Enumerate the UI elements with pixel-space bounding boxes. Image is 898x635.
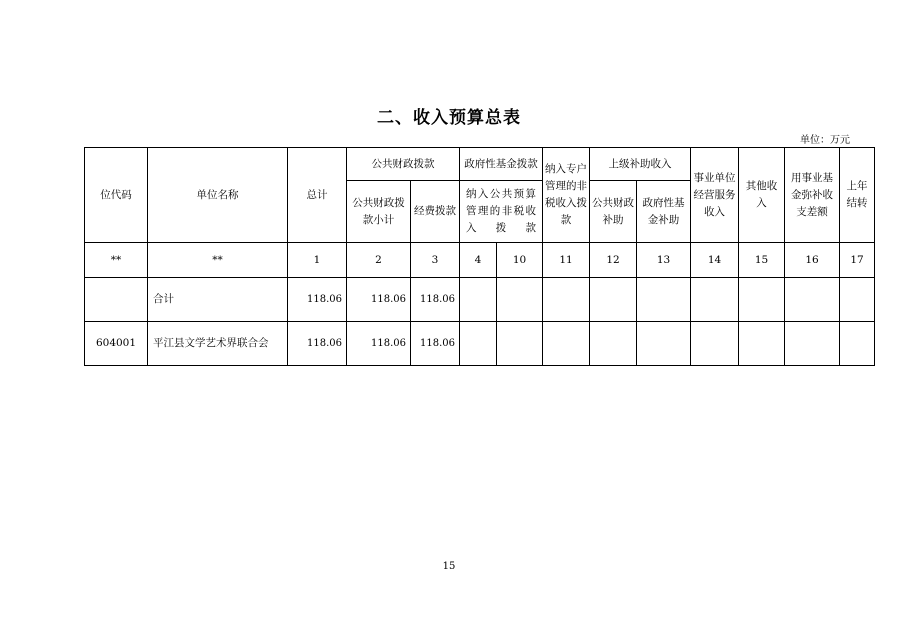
cell-empty <box>785 322 840 366</box>
table-row <box>85 278 875 322</box>
cell-empty <box>840 322 875 366</box>
header-pf-funding: 经费拨款 <box>411 181 460 243</box>
header-superior-subsidy: 上级补助收入 <box>590 148 691 181</box>
index-row <box>85 243 875 278</box>
cell-empty <box>691 322 739 366</box>
cell-empty <box>543 278 590 322</box>
cell-unit-code: 604001 <box>85 322 148 366</box>
index-cell: 11 <box>543 243 590 278</box>
header-row-1 <box>85 148 875 181</box>
header-gov-fund: 政府性基金拨款 <box>460 148 543 181</box>
header-business-income: 事业单位经营服务收入 <box>691 148 739 243</box>
index-cell: 15 <box>739 243 785 278</box>
header-unit-code: 位代码 <box>85 148 148 243</box>
cell-empty <box>497 278 543 322</box>
cell-unit-name: 平江县文学艺术界联合会 <box>148 322 288 366</box>
header-carryover: 上年结转 <box>840 148 875 243</box>
page-title: 二、收入预算总表 <box>377 108 521 128</box>
index-cell: 4 <box>460 243 497 278</box>
cell-empty <box>590 322 637 366</box>
cell-pf-subtotal: 118.06 <box>347 322 411 366</box>
cell-unit-name: 合计 <box>148 278 288 322</box>
cell-empty <box>637 278 691 322</box>
cell-empty <box>590 278 637 322</box>
index-cell: 17 <box>840 243 875 278</box>
cell-empty <box>785 278 840 322</box>
index-cell: 12 <box>590 243 637 278</box>
header-public-finance: 公共财政拨款 <box>347 148 460 181</box>
header-gf-nontax: 纳入公共预算管理的非税收入拨款 <box>460 181 543 243</box>
cell-empty <box>739 278 785 322</box>
index-cell: 16 <box>785 243 840 278</box>
cell-pf-funding: 118.06 <box>411 322 460 366</box>
header-ss-public: 公共财政补助 <box>590 181 637 243</box>
cell-empty <box>460 322 497 366</box>
header-total: 总计 <box>288 148 347 243</box>
index-cell: 1 <box>288 243 347 278</box>
index-cell: 13 <box>637 243 691 278</box>
header-pf-subtotal: 公共财政拨款小计 <box>347 181 411 243</box>
income-budget-table <box>84 147 875 366</box>
cell-empty <box>840 278 875 322</box>
cell-empty <box>637 322 691 366</box>
cell-total: 118.06 <box>288 278 347 322</box>
cell-empty <box>691 278 739 322</box>
header-other-income: 其他收入 <box>739 148 785 243</box>
header-unit-name: 单位名称 <box>148 148 288 243</box>
index-cell: 3 <box>411 243 460 278</box>
header-special-nontax: 纳入专户管理的非税收入拨款 <box>543 148 590 243</box>
cell-empty <box>460 278 497 322</box>
cell-pf-funding: 118.06 <box>411 278 460 322</box>
index-cell: 10 <box>497 243 543 278</box>
cell-empty <box>497 322 543 366</box>
cell-empty <box>739 322 785 366</box>
index-cell: 14 <box>691 243 739 278</box>
page-number: 15 <box>442 561 456 572</box>
index-cell: ** <box>148 243 288 278</box>
header-ss-gov-fund: 政府性基金补助 <box>637 181 691 243</box>
cell-unit-code <box>85 278 148 322</box>
index-cell: 2 <box>347 243 411 278</box>
table-row <box>85 322 875 366</box>
budget-table-wrapper <box>84 147 868 365</box>
cell-empty <box>543 322 590 366</box>
cell-total: 118.06 <box>288 322 347 366</box>
header-fund-cover: 用事业基金弥补收支差额 <box>785 148 840 243</box>
index-cell: ** <box>85 243 148 278</box>
cell-pf-subtotal: 118.06 <box>347 278 411 322</box>
unit-label: 单位：万元 <box>800 135 850 146</box>
